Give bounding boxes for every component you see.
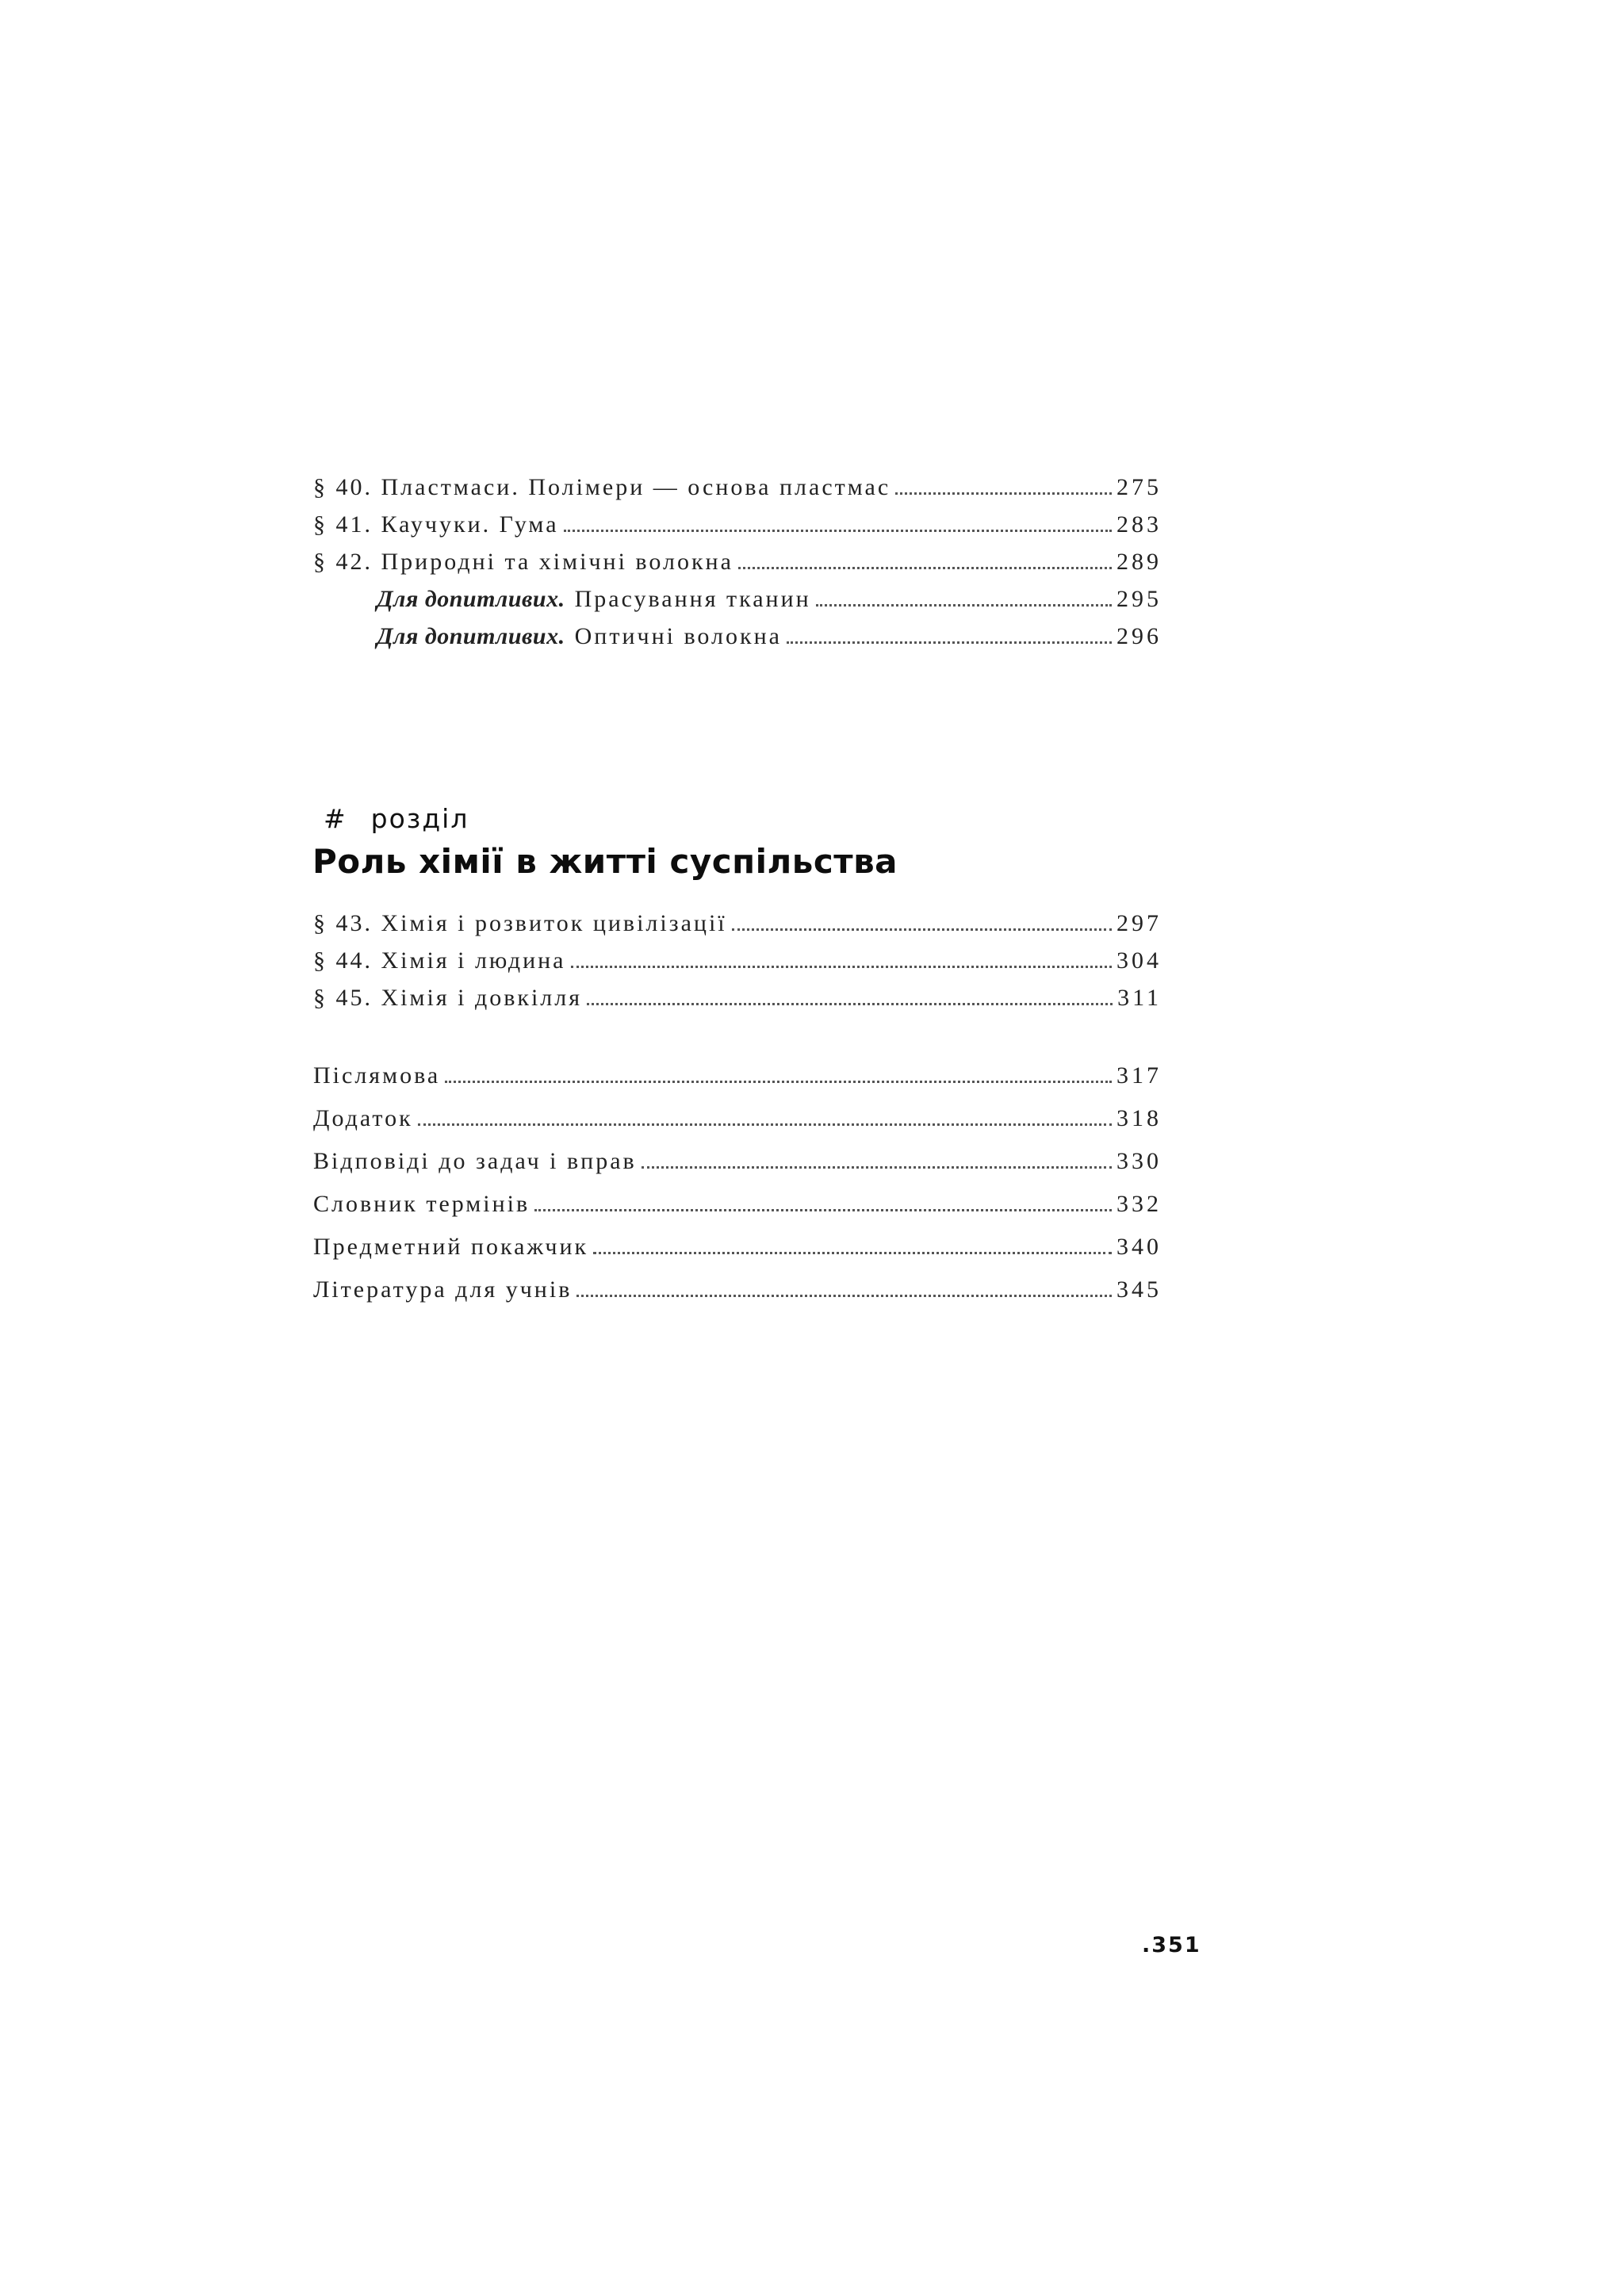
dot-leader (587, 1003, 1113, 1005)
toc-entry-page: 295 (1116, 586, 1162, 612)
toc-entry[interactable] (313, 1175, 1162, 1218)
toc-entry-title: § 40. Пластмаси. Полімери — основа пластмас (313, 474, 891, 500)
toc-entry-title: § 45. Хімія і довкілля (313, 985, 583, 1011)
section-label (324, 803, 469, 834)
toc-entry-page: 304 (1116, 947, 1162, 974)
toc-entry-page: 297 (1116, 910, 1162, 936)
toc-entry-page: 311 (1117, 985, 1162, 1011)
dot-leader (564, 530, 1112, 532)
toc-subentry-prefix: Для допитливих. (377, 586, 565, 612)
toc-entry-title: § 41. Каучуки. Гума (313, 511, 559, 538)
toc-entry-page: 332 (1116, 1191, 1162, 1217)
toc-entry-title: § 42. Природні та хімічні волокна (313, 549, 733, 575)
dot-leader (445, 1081, 1112, 1083)
toc-entry[interactable] (313, 1089, 1162, 1132)
toc-entry[interactable] (313, 464, 1162, 501)
section-title: Роль хімії в житті суспільства (312, 842, 898, 881)
toc-subentry-prefix: Для допитливих. (377, 623, 565, 649)
toc-entry-title: Предметний покажчик (313, 1234, 589, 1260)
toc-entry[interactable] (313, 1261, 1162, 1303)
dot-leader (816, 604, 1112, 607)
toc-subentry[interactable] (313, 576, 1162, 613)
section-word: розділ (370, 803, 469, 834)
toc-entry-title: Словник термінів (313, 1191, 530, 1217)
dot-leader (787, 641, 1112, 644)
toc-entry-title: Оптичні волокна (574, 623, 782, 649)
toc-entry-page: 330 (1116, 1148, 1162, 1174)
toc-section-block (313, 900, 1162, 1012)
toc-entry[interactable] (313, 1047, 1162, 1089)
toc-entry[interactable] (313, 937, 1162, 974)
toc-entry-title: Прасування тканин (574, 586, 811, 612)
toc-entry-page: 318 (1116, 1105, 1162, 1131)
toc-entry-page: 340 (1116, 1234, 1162, 1260)
dot-leader (732, 928, 1112, 931)
dot-leader (738, 567, 1112, 569)
toc-entry-title: Післямова (313, 1062, 441, 1089)
toc-entry-page: 345 (1116, 1276, 1162, 1303)
toc-entry[interactable] (313, 1132, 1162, 1175)
toc-entry-title: Відповіді до задач і вправ (313, 1148, 637, 1174)
dot-leader (895, 492, 1112, 495)
toc-entry-page: 317 (1116, 1062, 1162, 1089)
toc-entry[interactable] (313, 1218, 1162, 1261)
toc-entry-title: § 44. Хімія і людина (313, 947, 566, 974)
dot-leader (576, 1295, 1112, 1297)
toc-entry-page: 296 (1116, 623, 1162, 649)
toc-entry[interactable] (313, 974, 1162, 1012)
section-number-placeholder: # (324, 803, 347, 834)
toc-entry-page: 289 (1116, 549, 1162, 575)
toc-entry[interactable] (313, 501, 1162, 538)
toc-entry[interactable] (313, 538, 1162, 576)
dot-leader (571, 966, 1112, 968)
toc-entry-title: § 43. Хімія і розвиток цивілізації (313, 910, 727, 936)
dot-leader (534, 1209, 1112, 1211)
toc-polymers-block (313, 464, 1162, 650)
toc-entry[interactable] (313, 900, 1162, 937)
toc-entry-page: 275 (1116, 474, 1162, 500)
page-number: .351 (1142, 1933, 1201, 1957)
toc-entry-page: 283 (1116, 511, 1162, 538)
toc-subentry[interactable] (313, 613, 1162, 650)
dot-leader (642, 1166, 1112, 1169)
dot-leader (593, 1252, 1112, 1254)
dot-leader (418, 1123, 1112, 1126)
toc-entry-title: Додаток (313, 1105, 413, 1131)
toc-entry-title: Література для учнів (313, 1276, 573, 1303)
toc-back-matter-block (313, 1047, 1162, 1303)
